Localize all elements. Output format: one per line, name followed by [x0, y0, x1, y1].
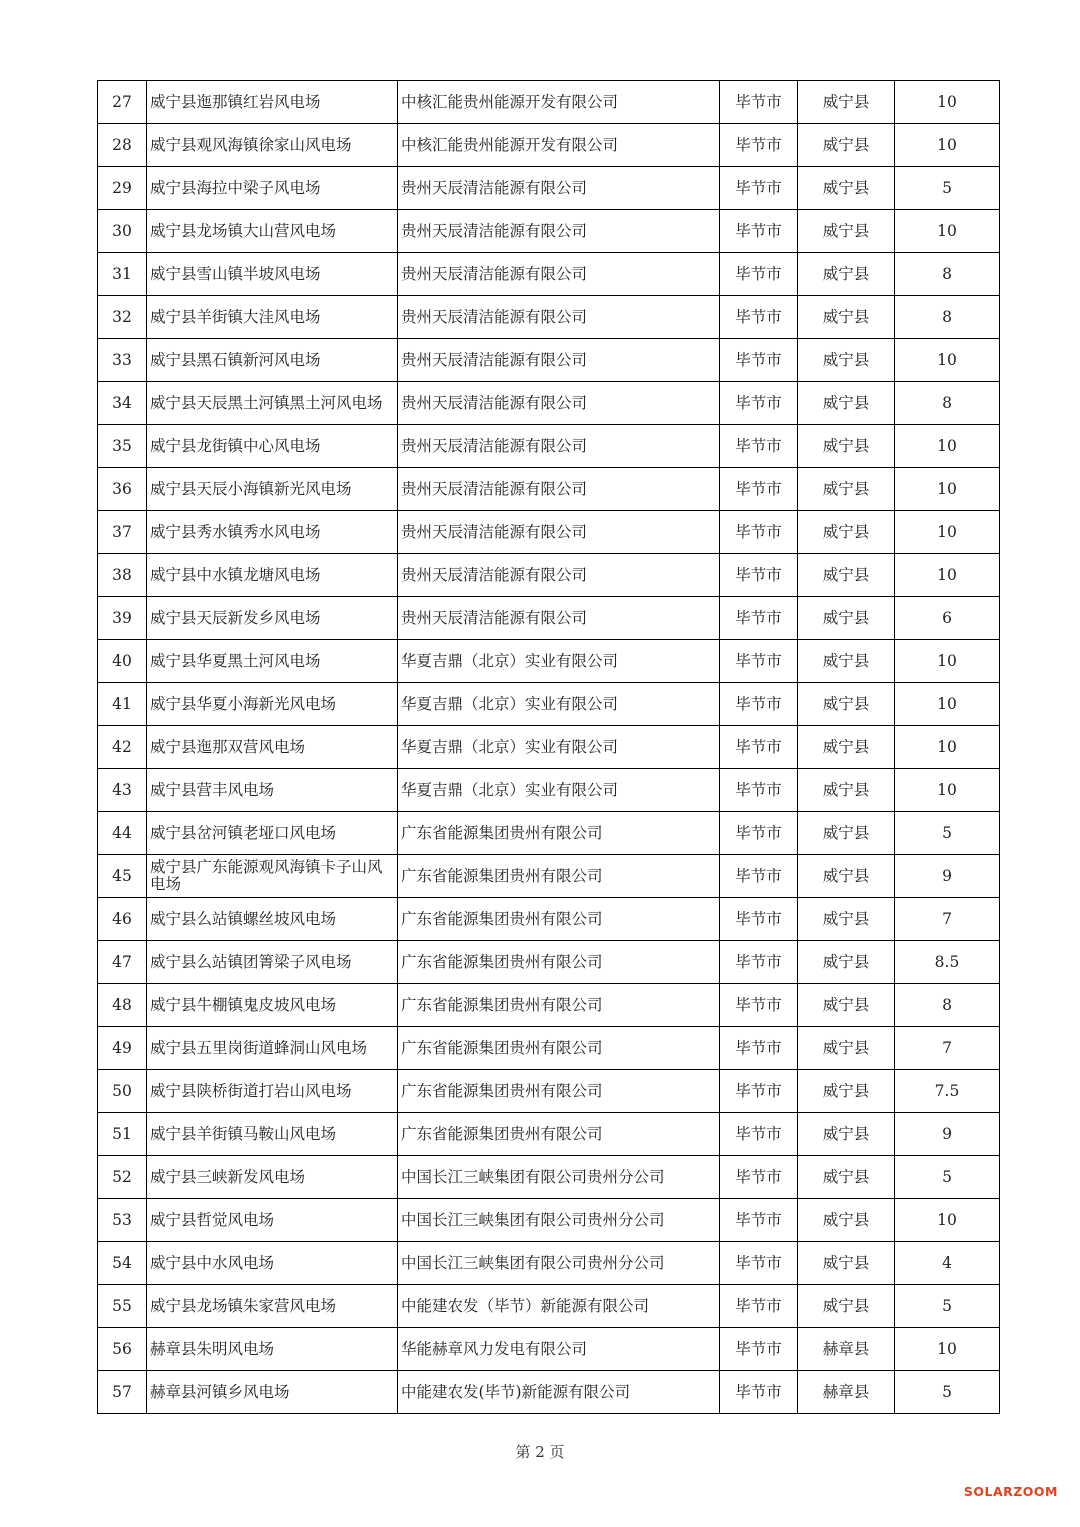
table-row: [98, 425, 1000, 468]
row-number-cell: 56: [98, 1328, 147, 1371]
company-name-cell: 广东省能源集团贵州有限公司: [398, 1070, 720, 1113]
capacity-cell: 10: [895, 124, 1000, 167]
table-row: [98, 640, 1000, 683]
county-cell: 威宁县: [798, 597, 895, 640]
company-name-cell: 中能建农发（毕节）新能源有限公司: [398, 1285, 720, 1328]
city-cell: 毕节市: [720, 769, 798, 812]
city-cell: 毕节市: [720, 296, 798, 339]
company-name-cell: 贵州天辰清洁能源有限公司: [398, 597, 720, 640]
city-cell: 毕节市: [720, 1285, 798, 1328]
city-cell: 毕节市: [720, 941, 798, 984]
row-number-cell: 38: [98, 554, 147, 597]
county-cell: 威宁县: [798, 812, 895, 855]
row-number-cell: 31: [98, 253, 147, 296]
table-row: [98, 1242, 1000, 1285]
county-cell: 威宁县: [798, 984, 895, 1027]
table-row: [98, 726, 1000, 769]
project-name-cell: 威宁县天辰黑土河镇黑土河风电场: [147, 382, 398, 425]
company-name-cell: 中国长江三峡集团有限公司贵州分公司: [398, 1156, 720, 1199]
project-name-cell: 威宁县华夏小海新光风电场: [147, 683, 398, 726]
city-cell: 毕节市: [720, 511, 798, 554]
company-name-cell: 贵州天辰清洁能源有限公司: [398, 468, 720, 511]
project-name-cell: 威宁县观风海镇徐家山风电场: [147, 124, 398, 167]
row-number-cell: 40: [98, 640, 147, 683]
capacity-cell: 10: [895, 210, 1000, 253]
page-number: 第 2 页: [515, 1443, 565, 1461]
city-cell: 毕节市: [720, 382, 798, 425]
county-cell: 威宁县: [798, 1070, 895, 1113]
project-name-cell: 威宁县华夏黑土河风电场: [147, 640, 398, 683]
table-row: [98, 855, 1000, 898]
project-name-cell: 威宁县么站镇团箐梁子风电场: [147, 941, 398, 984]
capacity-cell: 10: [895, 339, 1000, 382]
company-name-cell: 广东省能源集团贵州有限公司: [398, 1113, 720, 1156]
project-name-cell: 威宁县秀水镇秀水风电场: [147, 511, 398, 554]
city-cell: 毕节市: [720, 855, 798, 898]
capacity-cell: 5: [895, 1371, 1000, 1414]
row-number-cell: 43: [98, 769, 147, 812]
company-name-cell: 贵州天辰清洁能源有限公司: [398, 382, 720, 425]
row-number-cell: 39: [98, 597, 147, 640]
table-row: [98, 597, 1000, 640]
project-name-cell: 威宁县海拉中梁子风电场: [147, 167, 398, 210]
county-cell: 威宁县: [798, 124, 895, 167]
row-number-cell: 27: [98, 81, 147, 124]
table-row: [98, 941, 1000, 984]
project-name-cell: 威宁县黑石镇新河风电场: [147, 339, 398, 382]
project-name-cell: 威宁县龙场镇大山营风电场: [147, 210, 398, 253]
row-number-cell: 29: [98, 167, 147, 210]
company-name-cell: 贵州天辰清洁能源有限公司: [398, 554, 720, 597]
table-row: [98, 1113, 1000, 1156]
city-cell: 毕节市: [720, 1027, 798, 1070]
row-number-cell: 52: [98, 1156, 147, 1199]
company-name-cell: 中国长江三峡集团有限公司贵州分公司: [398, 1242, 720, 1285]
county-cell: 威宁县: [798, 1113, 895, 1156]
city-cell: 毕节市: [720, 554, 798, 597]
project-name-cell: 威宁县营丰风电场: [147, 769, 398, 812]
city-cell: 毕节市: [720, 1113, 798, 1156]
company-name-cell: 华夏吉鼎（北京）实业有限公司: [398, 726, 720, 769]
project-name-cell: 赫章县河镇乡风电场: [147, 1371, 398, 1414]
capacity-cell: 10: [895, 425, 1000, 468]
county-cell: 威宁县: [798, 1156, 895, 1199]
company-name-cell: 广东省能源集团贵州有限公司: [398, 984, 720, 1027]
project-name-cell: 威宁县么站镇螺丝坡风电场: [147, 898, 398, 941]
company-name-cell: 贵州天辰清洁能源有限公司: [398, 167, 720, 210]
city-cell: 毕节市: [720, 1371, 798, 1414]
city-cell: 毕节市: [720, 812, 798, 855]
capacity-cell: 10: [895, 1328, 1000, 1371]
row-number-cell: 57: [98, 1371, 147, 1414]
capacity-cell: 7: [895, 898, 1000, 941]
county-cell: 威宁县: [798, 296, 895, 339]
row-number-cell: 33: [98, 339, 147, 382]
company-name-cell: 贵州天辰清洁能源有限公司: [398, 253, 720, 296]
table-row: [98, 339, 1000, 382]
project-name-cell: 威宁县羊街镇马鞍山风电场: [147, 1113, 398, 1156]
table-row: [98, 124, 1000, 167]
county-cell: 威宁县: [798, 683, 895, 726]
company-name-cell: 贵州天辰清洁能源有限公司: [398, 339, 720, 382]
county-cell: 威宁县: [798, 1027, 895, 1070]
capacity-cell: 8: [895, 253, 1000, 296]
company-name-cell: 广东省能源集团贵州有限公司: [398, 898, 720, 941]
project-name-cell: 威宁县三峡新发风电场: [147, 1156, 398, 1199]
county-cell: 威宁县: [798, 425, 895, 468]
capacity-cell: 9: [895, 855, 1000, 898]
capacity-cell: 8.5: [895, 941, 1000, 984]
county-cell: 威宁县: [798, 1199, 895, 1242]
city-cell: 毕节市: [720, 683, 798, 726]
row-number-cell: 46: [98, 898, 147, 941]
row-number-cell: 44: [98, 812, 147, 855]
row-number-cell: 42: [98, 726, 147, 769]
capacity-cell: 10: [895, 81, 1000, 124]
company-name-cell: 中国长江三峡集团有限公司贵州分公司: [398, 1199, 720, 1242]
table-row: [98, 1371, 1000, 1414]
county-cell: 威宁县: [798, 253, 895, 296]
project-name-cell: 威宁县陕桥街道打岩山风电场: [147, 1070, 398, 1113]
company-name-cell: 贵州天辰清洁能源有限公司: [398, 511, 720, 554]
row-number-cell: 36: [98, 468, 147, 511]
county-cell: 威宁县: [798, 726, 895, 769]
city-cell: 毕节市: [720, 167, 798, 210]
table-row: [98, 769, 1000, 812]
project-name-cell: 威宁县羊街镇大洼风电场: [147, 296, 398, 339]
capacity-cell: 8: [895, 382, 1000, 425]
city-cell: 毕节市: [720, 425, 798, 468]
county-cell: 威宁县: [798, 769, 895, 812]
capacity-cell: 7.5: [895, 1070, 1000, 1113]
county-cell: 威宁县: [798, 339, 895, 382]
company-name-cell: 华夏吉鼎（北京）实业有限公司: [398, 640, 720, 683]
capacity-cell: 5: [895, 812, 1000, 855]
capacity-cell: 6: [895, 597, 1000, 640]
company-name-cell: 中核汇能贵州能源开发有限公司: [398, 124, 720, 167]
table-row: [98, 253, 1000, 296]
table-row: [98, 1328, 1000, 1371]
table-row: [98, 554, 1000, 597]
county-cell: 威宁县: [798, 898, 895, 941]
row-number-cell: 54: [98, 1242, 147, 1285]
city-cell: 毕节市: [720, 1070, 798, 1113]
capacity-cell: 10: [895, 468, 1000, 511]
table-row: [98, 812, 1000, 855]
company-name-cell: 华夏吉鼎（北京）实业有限公司: [398, 683, 720, 726]
wind-farm-table: [97, 80, 1000, 1414]
county-cell: 威宁县: [798, 511, 895, 554]
project-name-cell: 威宁县迤那镇红岩风电场: [147, 81, 398, 124]
row-number-cell: 51: [98, 1113, 147, 1156]
county-cell: 威宁县: [798, 554, 895, 597]
county-cell: 威宁县: [798, 941, 895, 984]
row-number-cell: 47: [98, 941, 147, 984]
city-cell: 毕节市: [720, 1242, 798, 1285]
project-name-cell: 威宁县五里岗街道蜂洞山风电场: [147, 1027, 398, 1070]
city-cell: 毕节市: [720, 898, 798, 941]
county-cell: 威宁县: [798, 382, 895, 425]
table-row: [98, 210, 1000, 253]
county-cell: 威宁县: [798, 81, 895, 124]
project-name-cell: 威宁县龙街镇中心风电场: [147, 425, 398, 468]
row-number-cell: 48: [98, 984, 147, 1027]
city-cell: 毕节市: [720, 1328, 798, 1371]
project-name-cell: 威宁县岔河镇老垭口风电场: [147, 812, 398, 855]
city-cell: 毕节市: [720, 984, 798, 1027]
city-cell: 毕节市: [720, 253, 798, 296]
capacity-cell: 10: [895, 511, 1000, 554]
table-row: [98, 296, 1000, 339]
company-name-cell: 广东省能源集团贵州有限公司: [398, 941, 720, 984]
company-name-cell: 广东省能源集团贵州有限公司: [398, 812, 720, 855]
company-name-cell: 中核汇能贵州能源开发有限公司: [398, 81, 720, 124]
row-number-cell: 37: [98, 511, 147, 554]
county-cell: 威宁县: [798, 167, 895, 210]
city-cell: 毕节市: [720, 339, 798, 382]
row-number-cell: 45: [98, 855, 147, 898]
watermark-logo: SOLARZOOM: [963, 1484, 1058, 1499]
row-number-cell: 53: [98, 1199, 147, 1242]
capacity-cell: 8: [895, 984, 1000, 1027]
project-name-cell: 威宁县广东能源观风海镇卡子山风电场: [147, 855, 398, 898]
project-name-cell: 威宁县中水风电场: [147, 1242, 398, 1285]
county-cell: 威宁县: [798, 1285, 895, 1328]
capacity-cell: 4: [895, 1242, 1000, 1285]
company-name-cell: 中能建农发(毕节)新能源有限公司: [398, 1371, 720, 1414]
project-name-cell: 威宁县龙场镇朱家营风电场: [147, 1285, 398, 1328]
county-cell: 威宁县: [798, 210, 895, 253]
project-name-cell: 赫章县朱明风电场: [147, 1328, 398, 1371]
table-row: [98, 898, 1000, 941]
county-cell: 威宁县: [798, 468, 895, 511]
county-cell: 赫章县: [798, 1328, 895, 1371]
capacity-cell: 10: [895, 726, 1000, 769]
row-number-cell: 49: [98, 1027, 147, 1070]
company-name-cell: 华能赫章风力发电有限公司: [398, 1328, 720, 1371]
table-row: [98, 511, 1000, 554]
row-number-cell: 34: [98, 382, 147, 425]
capacity-cell: 7: [895, 1027, 1000, 1070]
capacity-cell: 10: [895, 640, 1000, 683]
project-name-cell: 威宁县天辰新发乡风电场: [147, 597, 398, 640]
city-cell: 毕节市: [720, 124, 798, 167]
capacity-cell: 10: [895, 769, 1000, 812]
table-row: [98, 382, 1000, 425]
capacity-cell: 5: [895, 1156, 1000, 1199]
city-cell: 毕节市: [720, 210, 798, 253]
capacity-cell: 10: [895, 683, 1000, 726]
company-name-cell: 广东省能源集团贵州有限公司: [398, 855, 720, 898]
row-number-cell: 32: [98, 296, 147, 339]
capacity-cell: 5: [895, 167, 1000, 210]
county-cell: 威宁县: [798, 855, 895, 898]
city-cell: 毕节市: [720, 468, 798, 511]
table-row: [98, 1156, 1000, 1199]
capacity-cell: 10: [895, 554, 1000, 597]
table-row: [98, 81, 1000, 124]
row-number-cell: 28: [98, 124, 147, 167]
table-row: [98, 683, 1000, 726]
city-cell: 毕节市: [720, 1199, 798, 1242]
city-cell: 毕节市: [720, 597, 798, 640]
capacity-cell: 9: [895, 1113, 1000, 1156]
project-name-cell: 威宁县天辰小海镇新光风电场: [147, 468, 398, 511]
city-cell: 毕节市: [720, 640, 798, 683]
project-name-cell: 威宁县迤那双营风电场: [147, 726, 398, 769]
table-row: [98, 468, 1000, 511]
row-number-cell: 55: [98, 1285, 147, 1328]
project-name-cell: 威宁县牛棚镇鬼皮坡风电场: [147, 984, 398, 1027]
county-cell: 赫章县: [798, 1371, 895, 1414]
table-row: [98, 1199, 1000, 1242]
company-name-cell: 贵州天辰清洁能源有限公司: [398, 425, 720, 468]
county-cell: 威宁县: [798, 640, 895, 683]
row-number-cell: 50: [98, 1070, 147, 1113]
table-row: [98, 1285, 1000, 1328]
table-row: [98, 1070, 1000, 1113]
company-name-cell: 贵州天辰清洁能源有限公司: [398, 296, 720, 339]
row-number-cell: 30: [98, 210, 147, 253]
table-row: [98, 1027, 1000, 1070]
company-name-cell: 华夏吉鼎（北京）实业有限公司: [398, 769, 720, 812]
city-cell: 毕节市: [720, 81, 798, 124]
table-body: [98, 81, 1000, 1414]
project-name-cell: 威宁县中水镇龙塘风电场: [147, 554, 398, 597]
row-number-cell: 41: [98, 683, 147, 726]
capacity-cell: 8: [895, 296, 1000, 339]
company-name-cell: 广东省能源集团贵州有限公司: [398, 1027, 720, 1070]
capacity-cell: 5: [895, 1285, 1000, 1328]
city-cell: 毕节市: [720, 726, 798, 769]
table-row: [98, 167, 1000, 210]
row-number-cell: 35: [98, 425, 147, 468]
capacity-cell: 10: [895, 1199, 1000, 1242]
table-row: [98, 984, 1000, 1027]
company-name-cell: 贵州天辰清洁能源有限公司: [398, 210, 720, 253]
county-cell: 威宁县: [798, 1242, 895, 1285]
city-cell: 毕节市: [720, 1156, 798, 1199]
project-name-cell: 威宁县雪山镇半坡风电场: [147, 253, 398, 296]
project-name-cell: 威宁县哲觉风电场: [147, 1199, 398, 1242]
